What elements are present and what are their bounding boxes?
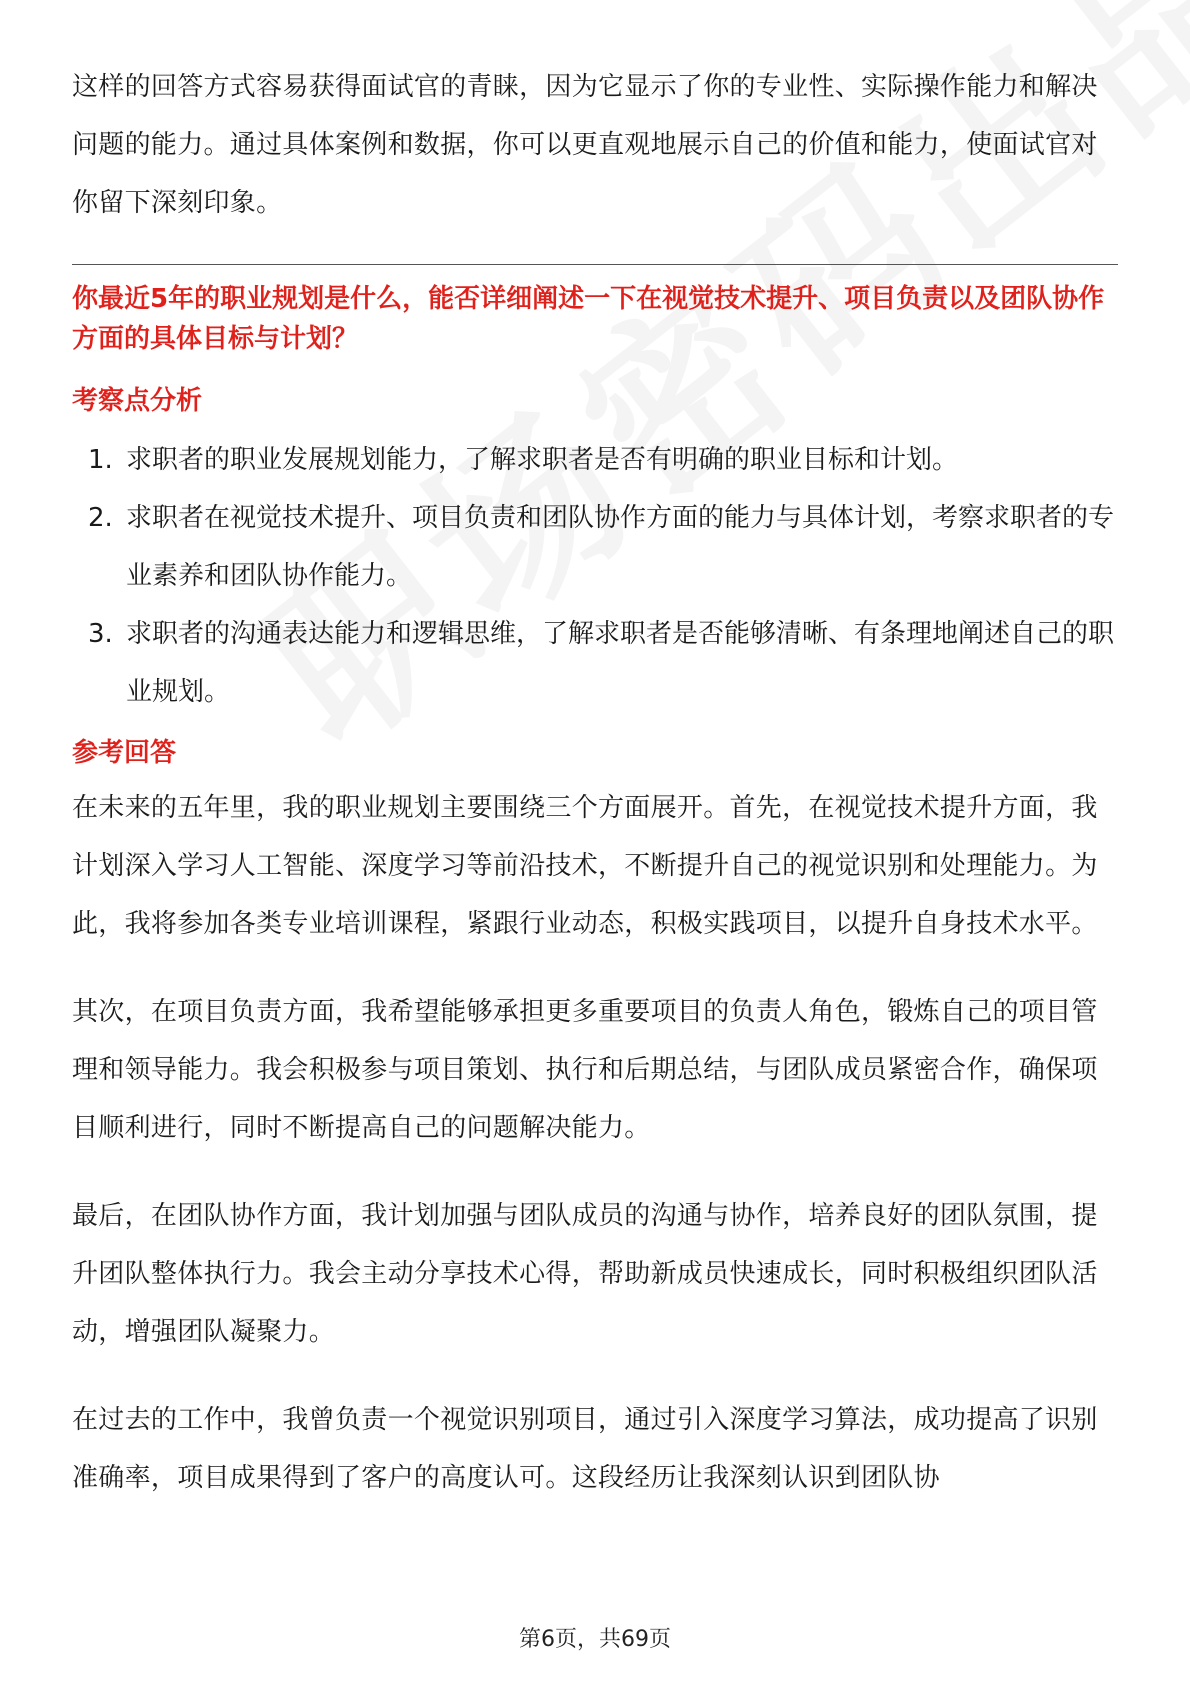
paragraph-gap — [72, 1157, 1118, 1187]
list-item-text: 求职者在视觉技术提升、项目负责和团队协作方面的能力与具体计划，考察求职者的专业素养和团队协作能力。 — [126, 503, 1115, 591]
analysis-title: 考察点分析 — [72, 386, 203, 416]
section-divider — [72, 264, 1118, 265]
answer-paragraph: 最后，在团队协作方面，我计划加强与团队成员的沟通与协作，培养良好的团队氛围，提升团队整体执行力。我会主动分享技术心得，帮助新成员快速成长，同时积极组织团队活动，增强团队凝聚力。 — [72, 1201, 1098, 1347]
analysis-list — [72, 431, 1118, 721]
page-content — [72, 58, 1118, 1507]
list-number: 1. — [88, 445, 113, 475]
answer-title: 参考回答 — [72, 738, 177, 768]
list-number: 2. — [88, 503, 113, 533]
answer-paragraph: 在过去的工作中，我曾负责一个视觉识别项目，通过引入深度学习算法，成功提高了识别准确率，项目成果得到了客户的高度认可。这段经历让我深刻认识到团队协 — [72, 1405, 1098, 1493]
intro-paragraph: 这样的回答方式容易获得面试官的青睐，因为它显示了你的专业性、实际操作能力和解决问题的能力。通过具体案例和数据，你可以更直观地展示自己的价值和能力，使面试官对你留下深刻印象。 — [72, 72, 1098, 218]
page-footer: 第6页，共69页 — [519, 1627, 671, 1652]
list-item-text: 求职者的沟通表达能力和逻辑思维，了解求职者是否能够清晰、有条理地阐述自己的职业规划。 — [126, 619, 1115, 707]
paragraph-gap — [72, 953, 1118, 983]
list-item-text: 求职者的职业发展规划能力，了解求职者是否有明确的职业目标和计划。 — [126, 445, 959, 475]
list-number: 3. — [88, 619, 113, 649]
list-item — [72, 431, 1118, 489]
interview-question: 你最近5年的职业规划是什么，能否详细阐述一下在视觉技术提升、项目负责以及团队协作方面的具体目标与计划？ — [72, 284, 1105, 354]
paragraph-gap — [72, 1361, 1118, 1391]
answer-paragraph: 其次，在项目负责方面，我希望能够承担更多重要项目的负责人角色，锻炼自己的项目管理和领导能力。我会积极参与项目策划、执行和后期总结，与团队成员紧密合作，确保项目顺利进行，同时不断提高自己的问题解决能力。 — [72, 997, 1098, 1143]
answer-paragraph: 在未来的五年里，我的职业规划主要围绕三个方面展开。首先，在视觉技术提升方面，我计划深入学习人工智能、深度学习等前沿技术，不断提升自己的视觉识别和处理能力。为此，我将参加各类专业培训课程，紧跟行业动态，积极实践项目，以提升自身技术水平。 — [72, 793, 1098, 939]
list-item — [72, 489, 1118, 605]
list-item — [72, 605, 1118, 721]
